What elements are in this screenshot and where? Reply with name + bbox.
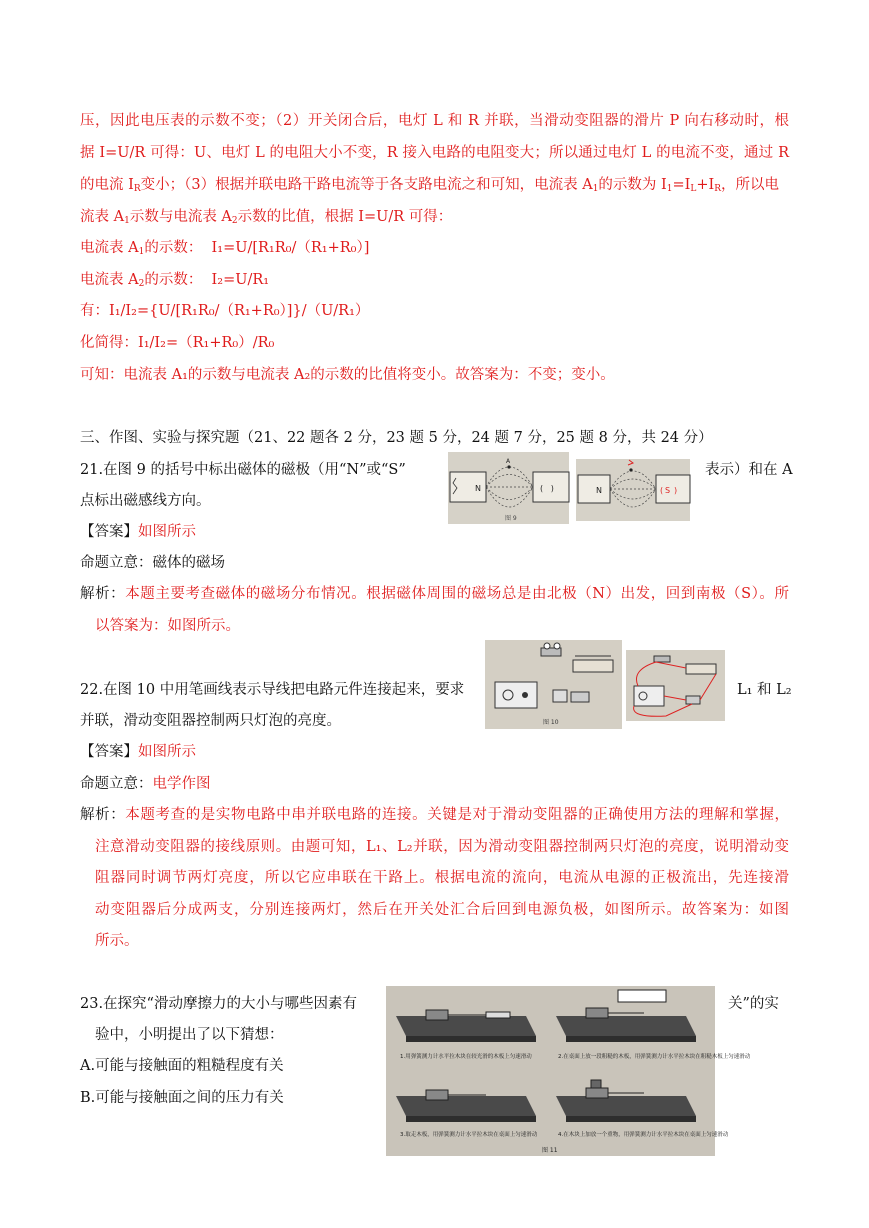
formula-a2: 电流表 $A_2$的示数： I₂=U/R₁ [80,272,270,289]
q21-text-right: 表示）和在 A [705,462,793,478]
q21-answer-left-pole: N [596,486,602,495]
q21-left-pole-label: N [475,484,481,493]
q22-analysis-2: 注意滑动变阻器的接线原则。由题可知，L₁、L₂并联，因为滑动变阻器控制两只灯泡的亮度，说明滑动变 [95,839,789,855]
svg-text:(: ( [660,486,664,495]
svg-text:): ) [674,486,678,495]
q21-intent: 命题立意：磁体的磁场 [80,555,225,571]
solution-line-1: 压，因此电压表的示数不变；（2）开关闭合后，电灯 L 和 R 并联，当滑动变阻器的滑片 P 向右移动时，根 [80,113,789,129]
figure-11-caption: 图 11 [542,1147,558,1154]
q23-option-a: A.可能与接触面的粗糙程度有关 [80,1058,284,1074]
figure-9-answer [576,459,690,521]
figure-10-caption: 图 10 [543,719,559,726]
q22-intent: 命题立意：电学作图 [80,776,211,792]
q22-text-right: L₁ 和 L₂ [737,682,792,698]
q21-analysis-2: 以答案为：如图所示。 [95,618,240,634]
q22-analysis-4: 动变阻器后分成两支，分别连接两灯，然后在开关处汇合后回到电源负极，如图所示。故答案为：如图 [95,902,789,918]
q22-analysis-5: 所示。 [95,933,139,949]
q23-option-b: B.可能与接触面之间的压力有关 [80,1090,284,1106]
q23-text-left: 23.在探究“滑动摩擦力的大小与哪些因素有 [80,996,357,1012]
solution-line-4: 流表 $A_1$示数与电流表 $A_2$示数的比值，根据 I=U/R 可得： [80,209,453,226]
formula-ratio: 有：I₁/I₂={U/[R₁R₀/（R₁+R₀）]}/（U/R₁） [80,303,370,319]
figure-9-caption: 图 9 [505,515,517,522]
figure-11-panel-3-text: 3.取走木板，用弹簧测力计水平拉木块在桌面上匀速滑动 [400,1132,538,1138]
figure-11-panel-1-text: 1.用弹簧测力计水平拉木块在较光滑的木板上匀速滑动 [400,1054,532,1060]
q23-text-line2: 验中，小明提出了以下猜想： [95,1027,284,1043]
q21-text-left: 21.在图 9 的括号中标出磁体的磁极（用“N”或“S” [80,462,406,478]
figure-11 [386,986,751,1156]
q23-text-right: 关”的实 [728,996,779,1012]
solution-line-3: 的电流 $I_R$变小；（3）根据并联电路干路电流等于各支路电流之和可知，电流表 $A_1$的示数为 $I_1=I_L+I_R$，所以电 [80,177,780,194]
q21-answer-right-pole: S [665,486,671,495]
formula-simplified: 化简得：I₁/I₂=（R₁+R₀）/R₀ [80,335,275,351]
q22-text-left: 22.在图 10 中用笔画线表示导线把电路元件连接起来，要求 [80,682,465,698]
figure-11-panel-4-text: 4.在木块上加放一个重物，用弹簧测力计水平拉木块在桌面上匀速滑动 [558,1132,729,1138]
section-title: 三、作图、实验与探究题（21、22 题各 2 分，23 题 5 分，24 题 7 分，25 题 8 分，共 24 分） [80,430,713,446]
svg-text:( ): ( ) [540,484,554,493]
formula-a1: 电流表 $A_1$的示数： I₁=U/[R₁R₀/（R₁+R₀）] [80,240,370,257]
q21-text-line2: 点标出磁感线方向。 [80,493,211,509]
q21-answer: 【答案】如图所示 [80,524,196,540]
q21-analysis-1: 解析：本题主要考查磁体的磁场分布情况。根据磁体周围的磁场总是由北极（N）出发，回到南极（S）。所 [80,586,789,602]
figure-9-original [448,452,569,524]
solution-line-2: 据 I=U/R 可得：U、电灯 L 的电阻大小不变，R 接入电路的电阻变大；所以通过电灯 L 的电流不变，通过 R [80,145,789,161]
figure-11-panel-2-text: 2.在桌面上放一段粗糙的木板，用弹簧测力计水平拉木块在粗糙木板上匀速滑动 [558,1054,751,1060]
figure-10-original [485,640,622,729]
formula-conclusion: 可知：电流表 A₁的示数与电流表 A₂的示数的比值将变小。故答案为：不变；变小。 [80,367,615,383]
figure-10-answer [626,650,725,721]
q21-point-a-label: A [506,458,511,465]
q22-analysis-3: 阻器同时调节两灯亮度，所以它应串联在干路上。根据电流的流向，电流从电源的正极流出，先连接滑 [95,870,789,886]
q22-answer: 【答案】如图所示 [80,744,196,760]
q22-analysis-1: 解析：本题考查的是实物电路中串并联电路的连接。关键是对于滑动变阻器的正确使用方法的理解和掌握， [80,807,789,823]
q22-text-line2: 并联，滑动变阻器控制两只灯泡的亮度。 [80,713,341,729]
